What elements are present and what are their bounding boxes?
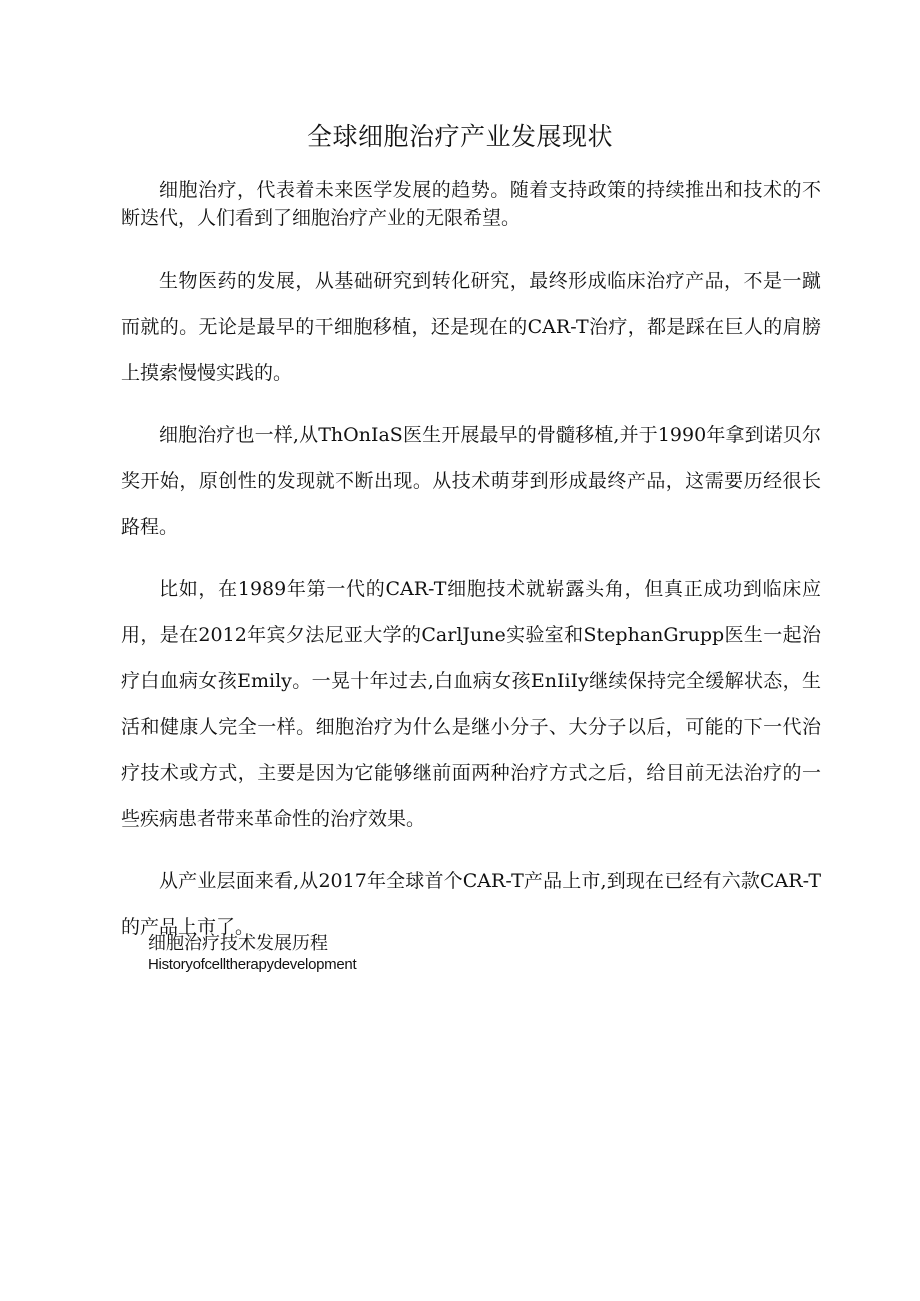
paragraph-industry: 从产业层面来看,从2017年全球首个CAR-T产品上市,到现在已经有六款CAR-T的产品上市了。	[121, 870, 821, 938]
figure-caption	[148, 931, 356, 975]
figure-caption-english: Historyofcelltherapydevelopment	[148, 956, 357, 973]
paragraph-bone-marrow: 细胞治疗也一样,从ThOnIaS医生开展最早的骨髓移植,并于1990年拿到诺贝尔奖开始，原创性的发现就不断出现。从技术萌芽到形成最终产品，这需要历经很长路程。	[121, 424, 821, 538]
document-body	[121, 176, 821, 966]
paragraph-intro: 细胞治疗，代表着未来医学发展的趋势。随着支持政策的持续推出和技术的不断迭代，人们看到了细胞治疗产业的无限希望。	[121, 179, 821, 229]
figure-caption-chinese: 细胞治疗技术发展历程	[148, 933, 328, 953]
document-title: 全球细胞治疗产业发展现状	[306, 122, 613, 151]
paragraph-car-t-history: 比如，在1989年第一代的CAR-T细胞技术就崭露头角，但真正成功到临床应用，是在2012年宾夕法尼亚大学的CarlJune实验室和StephanGrupp医生一起治疗白血病女孩Emily。一晃十年过去,白血病女孩EnIiIy继续保持完全缓解状态，生活和健康人完全一样。细胞治疗为什么是继小分子、大分子以后，可能的下一代治疗技术或方式，主要是因为它能够继前面两种治疗方式之后，给目前无法治疗的一些疾病患者带来革命性的治疗效果。	[121, 578, 821, 830]
paragraph-biomedicine: 生物医药的发展，从基础研究到转化研究，最终形成临床治疗产品，不是一蹴而就的。无论是最早的干细胞移植，还是现在的CAR-T治疗，都是踩在巨人的肩膀上摸索慢慢实践的。	[121, 270, 821, 384]
